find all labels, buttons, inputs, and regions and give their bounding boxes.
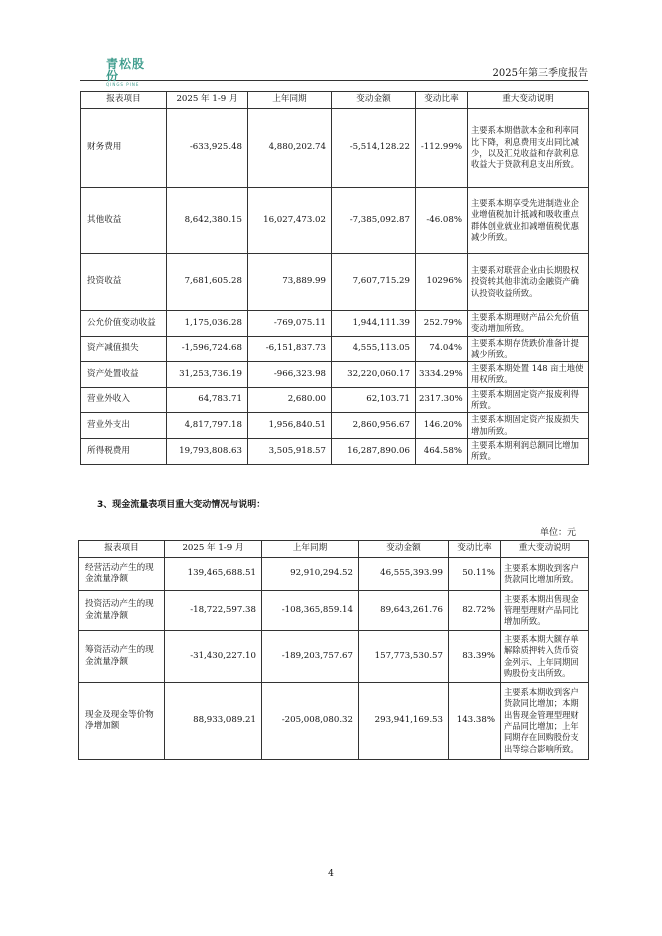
row-ratio: 74.04%	[416, 336, 468, 362]
row-prior: -189,203,757.67	[262, 631, 359, 683]
profit-change-table	[80, 91, 589, 465]
section-title: 3、现金流量表项目重大变动情况与说明：	[97, 500, 266, 510]
row-change: 157,773,530.57	[359, 631, 449, 683]
row-item: 经营活动产生的现金流量净额	[79, 558, 165, 591]
row-note: 主要系本期利润总额同比增加所致。	[468, 438, 589, 464]
row-change: 32,220,060.17	[332, 362, 416, 388]
row-current: 8,642,380.15	[167, 188, 248, 254]
row-item: 其他收益	[81, 188, 167, 254]
table-header-row	[79, 541, 589, 558]
row-item: 营业外支出	[81, 413, 167, 439]
table-header-row	[81, 92, 589, 109]
row-item: 资产减值损失	[81, 336, 167, 362]
row-change: 293,941,169.53	[359, 683, 449, 760]
col-header-current: 2025 年 1-9 月	[165, 541, 262, 558]
row-prior: 92,910,294.52	[262, 558, 359, 591]
row-note: 主要系本期处置 148 亩土地使用权所致。	[468, 362, 589, 388]
row-change: -7,385,092.87	[332, 188, 416, 254]
row-prior: 3,505,918.57	[248, 438, 332, 464]
col-header-prior: 上年同期	[248, 92, 332, 109]
table-row	[79, 683, 589, 760]
row-prior: -205,008,080.32	[262, 683, 359, 760]
table-row	[79, 591, 589, 631]
cashflow-change-table	[78, 540, 589, 760]
row-current: 64,783.71	[167, 387, 248, 413]
row-current: -31,430,227.10	[165, 631, 262, 683]
row-ratio: 464.58%	[416, 438, 468, 464]
row-current: 31,253,736.19	[167, 362, 248, 388]
row-prior: 1,956,840.51	[248, 413, 332, 439]
row-ratio: 50.11%	[449, 558, 501, 591]
logo-text: 青松股份	[106, 57, 146, 83]
row-ratio: 82.72%	[449, 591, 501, 631]
table-row	[81, 387, 589, 413]
row-note: 主要系本期享受先进制造业企业增值税加计抵减和吸收重点群体创业就业扣减增值税优惠减少所致。	[468, 188, 589, 254]
row-prior: 4,880,202.74	[248, 109, 332, 188]
page-header	[80, 55, 588, 87]
row-ratio: 146.20%	[416, 413, 468, 439]
col-header-prior: 上年同期	[262, 541, 359, 558]
table-row	[81, 438, 589, 464]
table-row	[81, 413, 589, 439]
row-item: 现金及现金等价物净增加额	[79, 683, 165, 760]
report-title: 2025年第三季度报告	[492, 68, 588, 79]
row-ratio: 2317.30%	[416, 387, 468, 413]
row-change: 46,555,393.99	[359, 558, 449, 591]
row-note: 主要系对联营企业由长期股权投资转其他非流动金融资产确认投资收益所致。	[468, 254, 589, 311]
col-header-note: 重大变动说明	[468, 92, 589, 109]
table-row	[81, 362, 589, 388]
row-item: 资产处置收益	[81, 362, 167, 388]
row-change: 2,860,956.67	[332, 413, 416, 439]
row-current: 88,933,089.21	[165, 683, 262, 760]
row-ratio: -46.08%	[416, 188, 468, 254]
col-header-ratio: 变动比率	[416, 92, 468, 109]
row-prior: 73,889.99	[248, 254, 332, 311]
col-header-change: 变动金额	[332, 92, 416, 109]
row-ratio: -112.99%	[416, 109, 468, 188]
row-prior: -966,323.98	[248, 362, 332, 388]
row-note: 主要系本期大额存单解除质押转入货币资金列示、上年同期回购股份支出所致。	[501, 631, 589, 683]
unit-label: 单位：元	[540, 528, 577, 538]
table-row	[81, 188, 589, 254]
row-current: -18,722,597.38	[165, 591, 262, 631]
table-row	[79, 558, 589, 591]
row-change: 62,103.71	[332, 387, 416, 413]
row-prior: -769,075.11	[248, 311, 332, 337]
row-prior: -6,151,837.73	[248, 336, 332, 362]
company-logo	[106, 57, 156, 87]
row-item: 所得税费用	[81, 438, 167, 464]
row-ratio: 83.39%	[449, 631, 501, 683]
row-change: -5,514,128.22	[332, 109, 416, 188]
row-ratio: 3334.29%	[416, 362, 468, 388]
row-note: 主要系本期借款本金和利率同比下降，利息费用支出同比减少，以及汇兑收益和存款利息收益大于贷款利息支出所致。	[468, 109, 589, 188]
col-header-ratio: 变动比率	[449, 541, 501, 558]
row-note: 主要系本期理财产品公允价值变动增加所致。	[468, 311, 589, 337]
row-change: 4,555,113.05	[332, 336, 416, 362]
row-current: -1,596,724.68	[167, 336, 248, 362]
row-note: 主要系本期存货跌价准备计提减少所致。	[468, 336, 589, 362]
row-note: 主要系本期收到客户货款同比增加所致。	[501, 558, 589, 591]
row-prior: 16,027,473.02	[248, 188, 332, 254]
table-row	[79, 631, 589, 683]
page-number: 4	[328, 869, 334, 879]
table-row	[81, 109, 589, 188]
col-header-change: 变动金额	[359, 541, 449, 558]
table-row	[81, 336, 589, 362]
row-item: 财务费用	[81, 109, 167, 188]
col-header-item: 报表项目	[79, 541, 165, 558]
logo-subtext: QINGS PINE	[106, 82, 140, 87]
col-header-item: 报表项目	[81, 92, 167, 109]
col-header-note: 重大变动说明	[501, 541, 589, 558]
row-change: 7,607,715.29	[332, 254, 416, 311]
row-item: 筹资活动产生的现金流量净额	[79, 631, 165, 683]
table-row	[81, 311, 589, 337]
row-note: 主要系本期固定资产报废利得所致。	[468, 387, 589, 413]
row-ratio: 252.79%	[416, 311, 468, 337]
row-change: 16,287,890.06	[332, 438, 416, 464]
row-item: 投资活动产生的现金流量净额	[79, 591, 165, 631]
row-note: 主要系本期出售现金管理型理财产品同比增加所致。	[501, 591, 589, 631]
row-prior: 2,680.00	[248, 387, 332, 413]
row-item: 营业外收入	[81, 387, 167, 413]
row-prior: -108,365,859.14	[262, 591, 359, 631]
row-item: 公允价值变动收益	[81, 311, 167, 337]
row-current: 19,793,808.63	[167, 438, 248, 464]
row-current: 4,817,797.18	[167, 413, 248, 439]
row-item: 投资收益	[81, 254, 167, 311]
row-current: -633,925.48	[167, 109, 248, 188]
row-current: 139,465,688.51	[165, 558, 262, 591]
col-header-current: 2025 年 1-9 月	[167, 92, 248, 109]
row-change: 1,944,111.39	[332, 311, 416, 337]
row-change: 89,643,261.76	[359, 591, 449, 631]
table-row	[81, 254, 589, 311]
row-ratio: 143.38%	[449, 683, 501, 760]
row-note: 主要系本期收到客户货款同比增加；本期出售现金管理型理财产品同比增加；上年同期存在回购股份支出等综合影响所致。	[501, 683, 589, 760]
row-current: 1,175,036.28	[167, 311, 248, 337]
row-current: 7,681,605.28	[167, 254, 248, 311]
row-note: 主要系本期固定资产报废损失增加所致。	[468, 413, 589, 439]
row-ratio: 10296%	[416, 254, 468, 311]
